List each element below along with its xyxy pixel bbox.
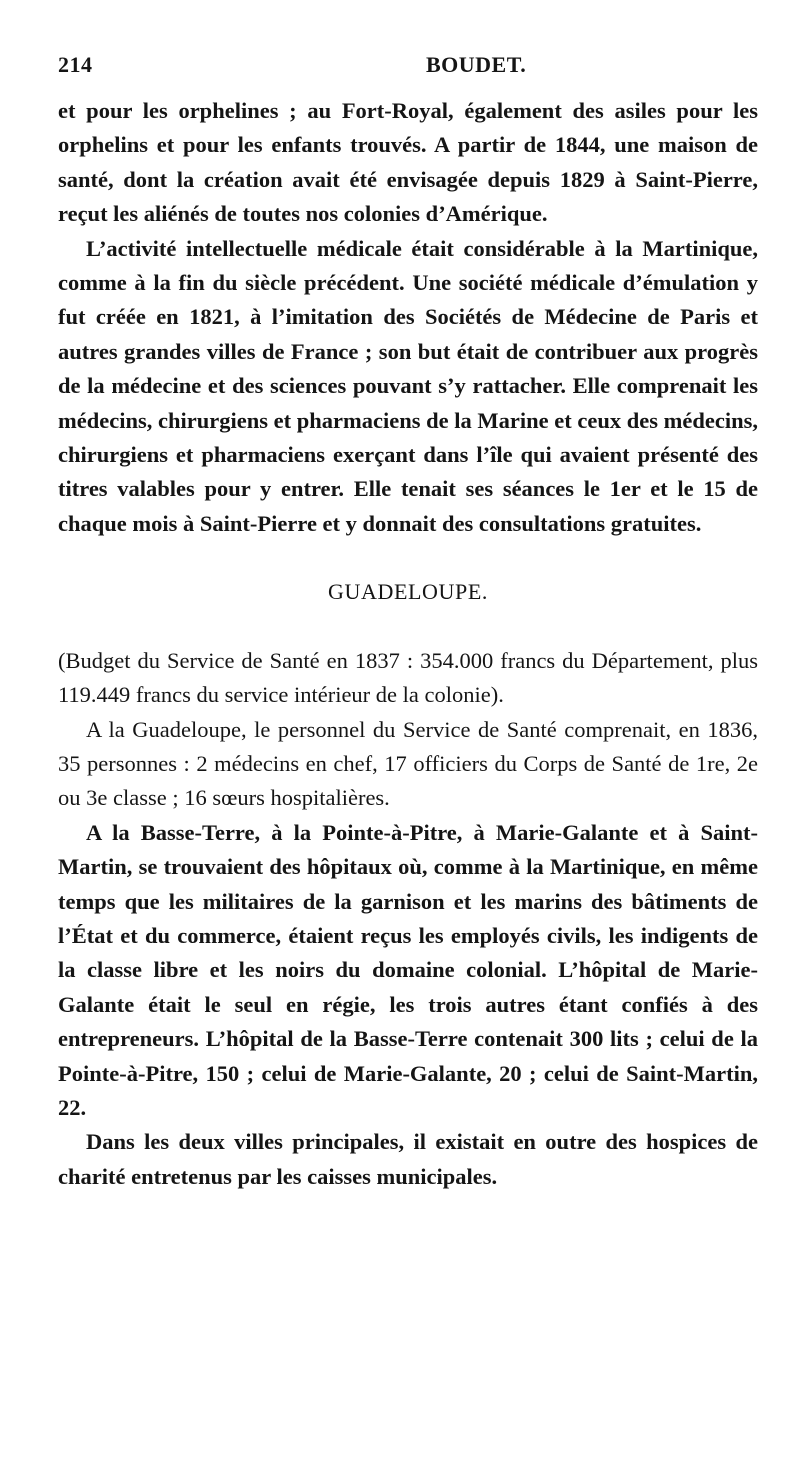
section-heading-guadeloupe: GUADELOUPE. bbox=[328, 579, 488, 605]
paragraph-guadeloupe-hospitals: A la Basse-Terre, à la Pointe-à-Pitre, à Marie-Galante et à Saint-Martin, se trouvaient des hôpitaux où, comme à la Martinique, en même temps que les militaires de la garnison et les marins des bâtiments de l’État et du commerce, étaient reçus les employés civils, les indigents de la classe libre et les noirs du domaine colonial. L’hôpital de Marie-Galante était le seul en régie, les trois autres étant confiés à des entrepreneurs. L’hôpital de la Basse-Terre contenait 300 lits ; celui de la Pointe-à-Pitre, 150 ; celui de Marie-Galante, 20 ; celui de Saint-Martin, 22. bbox=[58, 819, 758, 1120]
body-text bbox=[58, 94, 758, 1194]
paragraph-martinique-medical-society: L’activité intellectuelle médicale était considérable à la Martinique, comme à la fin du siècle précédent. Une société médicale d’émulation y fut créée en 1821, à l’imitation des Sociétés de Médecine de Paris et autres grandes villes de France ; son but était de contribuer aux progrès de la médecine et des sciences pouvant s’y rattacher. Elle comprenait les médecins, chirurgiens et pharmaciens de la Marine et ceux des médecins, chirurgiens et pharmaciens exerçant dans l’île qui avaient présenté des titres valables pour y entrer. Elle tenait ses séances le 1er et le 15 de chaque mois à Saint-Pierre et y donnait des consultations gratuites. bbox=[58, 235, 758, 536]
paragraph-guadeloupe-hospices: Dans les deux villes principales, il existait en outre des hospices de charité entretenus par les caisses municipales. bbox=[58, 1129, 758, 1189]
paragraph-guadeloupe-personnel: A la Guadeloupe, le personnel du Service de Santé comprenait, en 1836, 35 personnes : 2 médecins en chef, 17 officiers du Corps de Santé de 1re, 2e ou 3e classe ; 16 sœurs hospitalières. bbox=[58, 716, 758, 811]
running-head bbox=[58, 52, 760, 84]
page-number: 214 bbox=[58, 52, 93, 77]
running-title: BOUDET. bbox=[426, 52, 527, 77]
paragraph-continuation: et pour les orphelines ; au Fort-Royal, également des asiles pour les orphelins et pour les enfants trouvés. A partir de 1844, une maison de santé, dont la création avait été envisagée depuis 1829 à Saint-Pierre, reçut les aliénés de toutes nos colonies d’Amérique. bbox=[58, 98, 758, 227]
budget-note: (Budget du Service de Santé en 1837 : 354.000 francs du Département, plus 119.449 francs du service intérieur de la colonie). bbox=[58, 647, 758, 708]
